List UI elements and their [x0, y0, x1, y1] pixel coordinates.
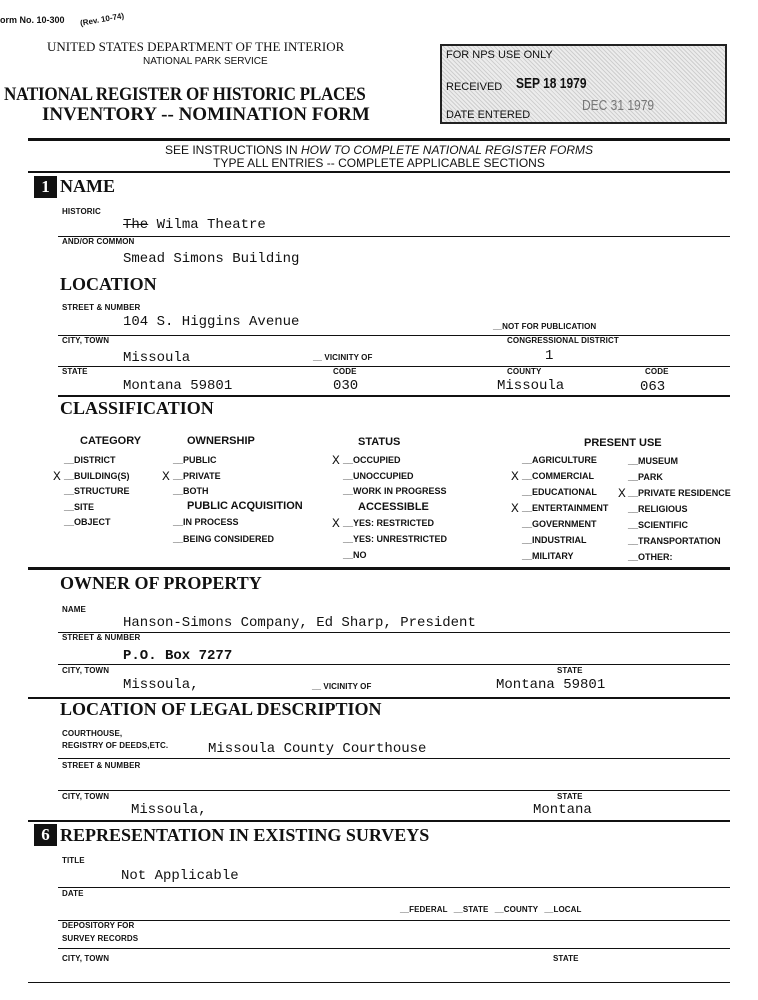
street-value: 104 S. Higgins Avenue [123, 314, 300, 330]
form-number: orm No. 10-300 [0, 15, 65, 25]
use-other[interactable]: __OTHER: [628, 552, 673, 562]
form-title-2: INVENTORY -- NOMINATION FORM [42, 104, 370, 125]
registry-label: REGISTRY OF DEEDS,ETC. [62, 741, 169, 750]
survey-title-label: TITLE [62, 856, 85, 865]
courthouse-label: COURTHOUSE, [62, 729, 123, 738]
section-heading-owner: OWNER OF PROPERTY [60, 573, 262, 593]
street-label: STREET & NUMBER [62, 303, 141, 312]
instructions-title: HOW TO COMPLETE NATIONAL REGISTER FORMS [300, 143, 594, 157]
owner-street-label: STREET & NUMBER [62, 633, 141, 642]
vicinity-of: __ VICINITY OF [313, 353, 373, 362]
service: NATIONAL PARK SERVICE [143, 56, 268, 67]
field-line [58, 395, 730, 397]
legal-state-value: Montana [533, 802, 592, 818]
check-mark: X [332, 516, 340, 531]
field-line [58, 758, 730, 759]
field-line [58, 920, 730, 921]
field-line [58, 632, 730, 633]
survey-state-label: STATE [553, 954, 579, 963]
field-line [58, 948, 730, 949]
code-label: CODE [333, 367, 357, 376]
ownership-header: OWNERSHIP [187, 435, 255, 447]
field-line [28, 820, 730, 822]
category-structure[interactable]: __STRUCTURE [64, 486, 130, 496]
use-transportation[interactable]: __TRANSPORTATION [628, 536, 721, 546]
date-entered-label: DATE ENTERED [446, 109, 531, 121]
section-heading-surveys: REPRESENTATION IN EXISTING SURVEYS [60, 825, 430, 845]
section-heading-legal: LOCATION OF LEGAL DESCRIPTION [60, 699, 382, 719]
acquisition-being-considered[interactable]: __BEING CONSIDERED [173, 534, 275, 544]
use-private-residence[interactable]: __PRIVATE RESIDENCE [628, 488, 731, 498]
common-value: Smead Simons Building [123, 251, 300, 267]
owner-name-value: Hanson-Simons Company, Ed Sharp, President [123, 615, 476, 631]
use-industrial[interactable]: __INDUSTRIAL [522, 535, 587, 545]
use-educational[interactable]: __EDUCATIONAL [522, 487, 597, 497]
accessible-unrestricted[interactable]: __YES: UNRESTRICTED [343, 534, 448, 544]
accessible-restricted[interactable]: __YES: RESTRICTED [343, 518, 435, 528]
acquisition-header: PUBLIC ACQUISITION [187, 500, 303, 512]
field-line [58, 664, 730, 665]
use-museum[interactable]: __MUSEUM [628, 456, 679, 466]
category-site[interactable]: __SITE [64, 502, 95, 512]
section-heading-classification: CLASSIFICATION [60, 398, 214, 418]
check-mark: X [511, 501, 519, 516]
county-label: COUNTY [507, 367, 542, 376]
use-religious[interactable]: __RELIGIOUS [628, 504, 688, 514]
instructions-line-1 [0, 144, 758, 156]
county-code-label: CODE [645, 367, 669, 376]
field-line [58, 790, 730, 791]
nps-use-box [440, 44, 727, 124]
city-value: Missoula [123, 350, 191, 366]
legal-street-label: STREET & NUMBER [62, 761, 141, 770]
county-value: Missoula [497, 378, 565, 394]
legal-state-label: STATE [557, 792, 583, 801]
historic-name: Wilma Theatre [148, 217, 266, 233]
accessible-header: ACCESSIBLE [358, 501, 429, 513]
owner-name-label: NAME [62, 605, 86, 614]
received-label: RECEIVED [446, 81, 503, 93]
code-value: 030 [333, 378, 359, 394]
state-value: Montana 59801 [123, 378, 233, 394]
city-label: CITY, TOWN [62, 336, 110, 345]
accessible-no[interactable]: __NO [343, 550, 367, 560]
field-line [58, 335, 730, 336]
status-header: STATUS [358, 436, 401, 448]
depository-label-1: DEPOSITORY FOR [62, 921, 135, 930]
not-for-publication: __NOT FOR PUBLICATION [493, 322, 597, 331]
category-header: CATEGORY [80, 435, 142, 447]
congressional-district-value: 1 [545, 348, 554, 364]
field-line [58, 236, 730, 237]
owner-city-label: CITY, TOWN [62, 666, 110, 675]
present-use-header: PRESENT USE [584, 437, 662, 449]
status-unoccupied[interactable]: __UNOCCUPIED [343, 471, 414, 481]
received-stamp: SEP 18 1979 [516, 75, 587, 92]
form-title-1: NATIONAL REGISTER OF HISTORIC PLACES [4, 84, 366, 105]
survey-city-label: CITY, TOWN [62, 954, 110, 963]
survey-levels: __FEDERAL __STATE __COUNTY __LOCAL [400, 905, 582, 914]
courthouse-value: Missoula County Courthouse [208, 741, 427, 757]
historic-label: HISTORIC [62, 207, 101, 216]
use-scientific[interactable]: __SCIENTIFIC [628, 520, 689, 530]
owner-state-value: Montana 59801 [496, 677, 606, 693]
struck-text: The [123, 217, 149, 233]
status-work-in-progress[interactable]: __WORK IN PROGRESS [343, 486, 447, 496]
check-mark: X [618, 486, 626, 501]
divider [28, 138, 730, 141]
field-line [28, 982, 730, 983]
county-code-value: 063 [640, 379, 666, 395]
depository-label-2: SURVEY RECORDS [62, 934, 139, 943]
field-line [58, 887, 730, 888]
section-heading-name: NAME [60, 176, 115, 196]
use-agriculture[interactable]: __AGRICULTURE [522, 455, 597, 465]
divider [28, 567, 730, 570]
use-entertainment[interactable]: __ENTERTAINMENT [522, 503, 609, 513]
use-military[interactable]: __MILITARY [522, 551, 574, 561]
form-revision: (Rev. 10-74) [79, 11, 125, 28]
state-label: STATE [62, 367, 88, 376]
check-mark: X [162, 469, 170, 484]
category-district[interactable]: __DISTRICT [64, 455, 116, 465]
legal-city-value: Missoula, [131, 802, 207, 818]
date-entered-stamp: DEC 31 1979 [582, 97, 655, 114]
category-object[interactable]: __OBJECT [64, 517, 111, 527]
use-commercial[interactable]: __COMMERCIAL [522, 471, 595, 481]
common-label: AND/OR COMMON [62, 237, 135, 246]
section-heading-location: LOCATION [60, 274, 157, 294]
use-park[interactable]: __PARK [628, 472, 663, 482]
section-number: 1 [34, 176, 57, 198]
nps-title: FOR NPS USE ONLY [446, 49, 553, 61]
field-line [58, 366, 730, 367]
owner-street-value: P.O. Box 7277 [123, 648, 233, 664]
historic-value [123, 218, 266, 232]
legal-city-label: CITY, TOWN [62, 792, 110, 801]
survey-title-value: Not Applicable [121, 868, 239, 884]
divider [28, 171, 730, 173]
owner-city-value: Missoula, [123, 677, 199, 693]
department: UNITED STATES DEPARTMENT OF THE INTERIOR [47, 39, 345, 54]
instructions-prefix: SEE INSTRUCTIONS IN [164, 143, 301, 157]
acquisition-in-process[interactable]: __IN PROCESS [173, 517, 239, 527]
section-number: 6 [34, 824, 57, 846]
ownership-private[interactable]: __PRIVATE [173, 471, 221, 481]
ownership-public[interactable]: __PUBLIC [173, 455, 217, 465]
ownership-both[interactable]: __BOTH [173, 486, 209, 496]
category-building[interactable]: __BUILDING(S) [64, 471, 130, 481]
check-mark: X [511, 469, 519, 484]
survey-date-label: DATE [62, 889, 84, 898]
instructions-line-2: TYPE ALL ENTRIES -- COMPLETE APPLICABLE SECTIONS [213, 156, 545, 170]
check-mark: X [53, 469, 61, 484]
status-occupied[interactable]: __OCCUPIED [343, 455, 401, 465]
owner-vicinity-of: __ VICINITY OF [312, 682, 372, 691]
congressional-district-label: CONGRESSIONAL DISTRICT [507, 336, 619, 345]
check-mark: X [332, 453, 340, 468]
use-government[interactable]: __GOVERNMENT [522, 519, 597, 529]
owner-state-label: STATE [557, 666, 583, 675]
